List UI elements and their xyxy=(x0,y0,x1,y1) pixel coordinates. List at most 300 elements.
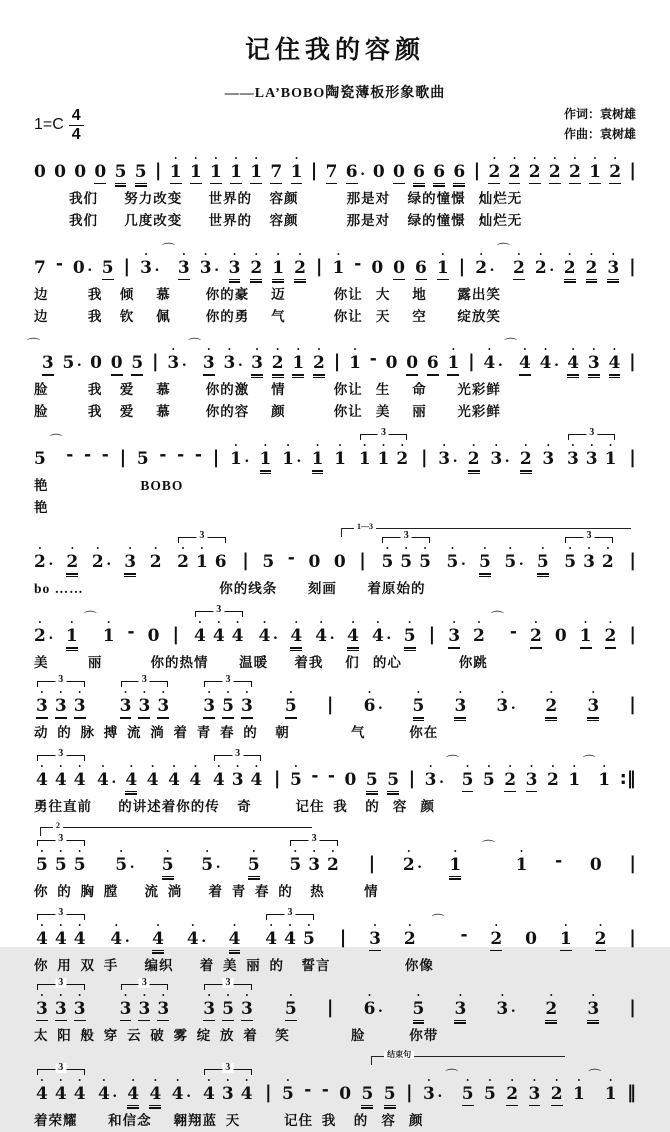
note-digit: 1 xyxy=(259,449,272,470)
note xyxy=(230,442,249,475)
note-digit: 1 xyxy=(229,449,242,470)
duration-dash: - xyxy=(55,253,63,274)
note-stack xyxy=(230,442,242,475)
note xyxy=(55,848,67,881)
beam-area xyxy=(433,181,445,188)
note xyxy=(36,689,48,722)
beam-area xyxy=(332,277,344,284)
augmentation-dot: . xyxy=(77,353,82,371)
note-stack xyxy=(413,992,425,1025)
note-digit: 3 xyxy=(157,998,170,1019)
note xyxy=(490,922,502,955)
note-digit: 5 xyxy=(131,353,144,374)
beam xyxy=(203,1020,215,1022)
beam-area xyxy=(248,874,260,881)
note-stack xyxy=(404,619,416,652)
triplet-label: 3 xyxy=(223,675,234,685)
octave-dot: • xyxy=(544,345,547,355)
beam-area xyxy=(473,645,485,652)
beam xyxy=(127,1105,139,1107)
note-digit: 2 xyxy=(66,552,79,573)
notes-row xyxy=(34,239,636,284)
note-stack xyxy=(364,689,376,722)
octave-dot: • xyxy=(500,990,504,1000)
beam-area xyxy=(73,277,85,284)
note xyxy=(177,545,189,578)
beam-area xyxy=(334,571,346,578)
beam xyxy=(564,281,576,283)
beam xyxy=(387,793,399,795)
note xyxy=(115,155,127,188)
duration-dash: - xyxy=(354,253,362,274)
triplet-group xyxy=(34,976,88,1025)
beam xyxy=(290,647,302,649)
beam xyxy=(607,279,619,281)
beam xyxy=(292,374,304,376)
triplet-label: 3 xyxy=(139,978,150,988)
note xyxy=(404,619,416,652)
octave-dot: • xyxy=(129,761,133,771)
beam-area xyxy=(36,874,48,881)
beam xyxy=(120,1020,132,1022)
note xyxy=(290,619,302,652)
beam xyxy=(361,1107,373,1109)
note xyxy=(120,689,132,722)
triplet-notes xyxy=(118,689,172,722)
octave-dot: • xyxy=(245,688,249,697)
beam-area xyxy=(404,645,416,652)
note xyxy=(36,848,48,881)
beam xyxy=(55,1020,67,1022)
note-stack xyxy=(403,848,415,881)
octave-dot: • xyxy=(591,688,595,697)
note xyxy=(150,545,162,578)
note-digit: 4 xyxy=(258,626,271,647)
note-stack xyxy=(334,545,346,578)
note xyxy=(454,689,466,722)
note xyxy=(241,689,253,722)
note-digit: 4 xyxy=(36,928,48,949)
note xyxy=(403,848,422,881)
beam-area xyxy=(373,181,385,188)
beam-area xyxy=(74,1103,86,1110)
note xyxy=(598,763,610,796)
note-stack xyxy=(149,1077,161,1110)
note-stack xyxy=(54,155,66,188)
beam xyxy=(369,950,381,952)
octave-dot: • xyxy=(207,688,211,697)
note xyxy=(285,992,297,1025)
note-digit: 3 xyxy=(119,696,132,716)
beam xyxy=(415,279,427,281)
beam xyxy=(290,650,302,652)
beam xyxy=(149,1107,161,1109)
note xyxy=(308,545,320,578)
octave-dot: • xyxy=(78,1075,82,1085)
augmentation-dot: . xyxy=(453,449,458,467)
beam xyxy=(250,279,262,281)
beam xyxy=(589,183,601,185)
beam xyxy=(250,281,262,283)
note-digit: 5 xyxy=(222,696,234,716)
octave-dot: • xyxy=(508,544,512,554)
beam xyxy=(404,647,416,649)
note-digit: 2 xyxy=(91,552,104,573)
note xyxy=(157,689,169,722)
beam-area xyxy=(590,874,602,881)
beam-area xyxy=(364,1018,376,1025)
beam-area xyxy=(542,468,554,475)
note-digit: 4 xyxy=(608,353,621,374)
duration-dash: - xyxy=(509,622,517,643)
note-digit: 3 xyxy=(490,449,503,470)
triplet-group xyxy=(118,976,172,1025)
duration-dash: - xyxy=(84,445,92,466)
note xyxy=(157,992,169,1025)
note-stack xyxy=(290,763,302,796)
barline: | xyxy=(154,159,162,181)
beam-area xyxy=(232,645,244,652)
triplet-notes xyxy=(287,848,341,881)
note-stack xyxy=(230,155,242,188)
slur-arc: ⌒ xyxy=(161,241,175,257)
note xyxy=(135,155,147,188)
triplet-bracket xyxy=(37,906,85,920)
note-stack xyxy=(529,1077,541,1110)
beam-area xyxy=(545,715,557,722)
note-digit: 7 xyxy=(34,257,46,278)
triplet-group xyxy=(201,976,255,1025)
beam xyxy=(433,183,445,185)
beam-area xyxy=(516,874,528,881)
note xyxy=(34,619,53,652)
note-stack xyxy=(569,155,581,188)
triplet-label: 3 xyxy=(55,749,66,759)
beam xyxy=(520,473,532,475)
note-digit: 4 xyxy=(146,769,159,790)
triplet-group xyxy=(565,427,619,475)
beam-area xyxy=(588,372,600,379)
note-stack xyxy=(203,1077,215,1110)
beam-area xyxy=(425,789,437,796)
note-stack xyxy=(454,689,466,722)
note-stack xyxy=(131,346,143,379)
note-digit: 3 xyxy=(36,998,48,1019)
beam xyxy=(504,791,516,793)
octave-dot: • xyxy=(40,1075,44,1085)
barline: | xyxy=(119,447,127,469)
note-digit: 0 xyxy=(406,353,419,374)
note xyxy=(588,346,600,379)
beam xyxy=(479,573,491,575)
lyric-line: 艳 BOBO xyxy=(34,478,184,494)
note-digit: 0 xyxy=(385,353,398,374)
beam-area xyxy=(609,181,621,188)
note xyxy=(339,1077,351,1110)
note xyxy=(371,251,383,284)
note-digit: 4 xyxy=(73,1083,86,1104)
note-digit: 1 xyxy=(290,161,303,182)
beam xyxy=(530,647,542,649)
octave-dot: • xyxy=(312,846,316,856)
beam-area xyxy=(127,1103,139,1110)
beam-area xyxy=(549,181,561,188)
note-stack xyxy=(272,346,284,379)
note-stack xyxy=(187,922,199,955)
beam-area xyxy=(66,571,78,578)
note-stack xyxy=(97,763,109,796)
augmentation-dot: . xyxy=(554,353,559,371)
octave-dot: • xyxy=(107,618,111,628)
note xyxy=(425,763,444,796)
barline: | xyxy=(368,852,376,874)
triplet-label: 3 xyxy=(55,1063,66,1073)
octave-dot: • xyxy=(288,920,292,930)
note xyxy=(203,992,215,1025)
beam-area xyxy=(138,1018,150,1025)
note-digit: 2 xyxy=(601,552,614,573)
slur-arc: ⌒ xyxy=(188,337,202,353)
lyric-line: 边 我 钦 佩 你的勇 气 你让 天 空 绽放笑 xyxy=(34,308,501,324)
note-digit: 2 xyxy=(519,449,532,470)
note xyxy=(251,346,263,379)
beam-area xyxy=(347,645,359,652)
triplet-label: 3 xyxy=(55,978,66,988)
triplet-group xyxy=(357,427,411,475)
note xyxy=(260,442,272,475)
beam xyxy=(292,377,304,379)
note xyxy=(364,689,383,722)
beam-area xyxy=(110,948,122,955)
note-stack xyxy=(567,442,579,475)
note-stack xyxy=(262,545,274,578)
notes-row xyxy=(34,832,636,881)
note xyxy=(138,992,150,1025)
note xyxy=(92,545,111,578)
octave-dot: • xyxy=(611,249,615,259)
beam xyxy=(488,183,500,185)
beam-area xyxy=(605,1103,617,1110)
beam xyxy=(127,1107,139,1109)
note xyxy=(479,545,491,578)
note-digit: 3 xyxy=(587,998,600,1019)
note-stack xyxy=(36,689,48,722)
note xyxy=(120,992,132,1025)
note xyxy=(291,155,303,188)
beam xyxy=(413,717,425,719)
triplet-notes xyxy=(34,848,88,881)
note-stack xyxy=(74,848,86,881)
beam-area xyxy=(210,181,222,188)
lyricist-credit: 作词：袁树雄 xyxy=(563,107,636,121)
beam xyxy=(607,281,619,283)
octave-dot: • xyxy=(294,618,298,628)
note xyxy=(347,619,359,652)
beam-area xyxy=(213,789,225,796)
octave-dot: • xyxy=(286,1075,290,1085)
note xyxy=(437,251,449,284)
note-stack xyxy=(127,1077,139,1110)
beam-area xyxy=(564,277,576,284)
octave-dot: • xyxy=(336,249,340,259)
note-digit: 6 xyxy=(214,552,227,573)
slur-arc: ⌒ xyxy=(481,838,495,854)
note-digit: 0 xyxy=(94,161,107,182)
note xyxy=(393,155,405,188)
note-digit: 0 xyxy=(308,552,321,573)
octave-dot: • xyxy=(207,1075,211,1085)
note-digit: 5 xyxy=(419,552,431,573)
beam-area xyxy=(547,789,559,796)
octave-dot: • xyxy=(263,618,266,628)
note-digit: 5 xyxy=(461,769,474,790)
octave-dot: • xyxy=(38,618,42,628)
note-stack xyxy=(484,346,496,379)
triplet-label: 3 xyxy=(232,749,243,759)
beam xyxy=(366,793,378,795)
note xyxy=(213,763,225,796)
octave-dot: • xyxy=(96,544,100,554)
notes-row xyxy=(34,674,636,722)
note-digit: 3 xyxy=(585,449,598,470)
note xyxy=(272,346,284,379)
note xyxy=(292,346,304,379)
triplet-bracket xyxy=(121,674,169,687)
note-digit: 3 xyxy=(240,696,253,716)
note xyxy=(400,545,412,578)
octave-dot: • xyxy=(255,345,259,355)
augmentation-dot: . xyxy=(330,626,335,644)
beam-area xyxy=(167,372,179,379)
octave-dot: • xyxy=(494,920,498,930)
note-digit: 4 xyxy=(539,353,552,374)
note xyxy=(488,155,500,188)
beam-area xyxy=(157,715,169,722)
beam-area xyxy=(55,874,67,881)
slur-arc: ⌒ xyxy=(490,610,504,626)
octave-dot: • xyxy=(171,345,175,355)
note-stack xyxy=(586,251,598,284)
octave-dot: • xyxy=(59,761,63,771)
note xyxy=(519,346,531,379)
beam xyxy=(545,720,557,722)
note xyxy=(462,763,474,796)
note-stack xyxy=(393,251,405,284)
note-stack xyxy=(490,442,502,475)
note-stack xyxy=(609,346,621,379)
beam xyxy=(393,183,405,185)
beam xyxy=(569,183,581,185)
beam xyxy=(479,576,491,578)
octave-dot: • xyxy=(609,441,612,451)
note-digit: 2 xyxy=(403,928,416,949)
note-digit: 3 xyxy=(124,552,137,573)
note-stack xyxy=(137,442,149,475)
beam xyxy=(270,183,282,185)
note-stack xyxy=(364,992,376,1025)
beam xyxy=(222,1020,234,1022)
triplet-notes xyxy=(379,545,433,578)
volta-bracket xyxy=(371,1049,565,1065)
note-stack xyxy=(504,545,516,578)
octave-dot: • xyxy=(591,990,595,1000)
note-digit: 2 xyxy=(609,161,622,182)
note-stack xyxy=(423,1077,435,1110)
note xyxy=(605,1077,617,1110)
note-stack xyxy=(537,545,549,578)
octave-dot: • xyxy=(143,688,146,697)
duration-dash: - xyxy=(159,445,167,466)
beam-area xyxy=(74,789,86,796)
note-stack xyxy=(250,155,262,188)
octave-dot: • xyxy=(423,544,427,554)
beam-area xyxy=(345,789,357,796)
note-digit: 0 xyxy=(554,626,567,647)
octave-dot: • xyxy=(539,249,543,259)
note-stack xyxy=(36,992,48,1025)
note-stack xyxy=(386,346,398,379)
beam xyxy=(453,185,465,187)
octave-dot: • xyxy=(385,544,389,554)
triplet-bracket xyxy=(204,976,252,990)
octave-dot: • xyxy=(245,990,249,1000)
note xyxy=(372,619,391,652)
barline: | xyxy=(326,694,334,715)
note-digit: 4 xyxy=(483,353,496,374)
barline: | xyxy=(629,624,636,646)
note xyxy=(560,922,572,955)
octave-dot: • xyxy=(500,688,504,697)
note-digit: 3 xyxy=(587,696,600,716)
note-stack xyxy=(34,442,46,475)
octave-dot: • xyxy=(546,441,550,451)
note-digit: 3 xyxy=(167,353,180,374)
note xyxy=(345,763,357,796)
note xyxy=(270,155,282,188)
beam-area xyxy=(203,372,215,379)
octave-dot: • xyxy=(564,920,568,930)
octave-dot: • xyxy=(234,153,238,163)
note-digit: 0 xyxy=(525,928,537,949)
note-digit: 4 xyxy=(186,928,199,949)
time-denominator: 4 xyxy=(71,125,81,143)
beam xyxy=(74,1020,86,1022)
beam xyxy=(138,717,150,719)
note xyxy=(413,992,425,1025)
note-stack xyxy=(201,848,213,881)
note-stack xyxy=(223,346,235,379)
beam xyxy=(135,185,147,187)
note xyxy=(284,922,296,955)
beam-area xyxy=(484,372,496,379)
note-digit: 1 xyxy=(604,449,617,470)
note-digit: 1 xyxy=(579,626,592,647)
beam xyxy=(462,791,474,793)
note-stack xyxy=(393,155,405,188)
note-stack xyxy=(157,992,169,1025)
note-digit: 3 xyxy=(36,696,48,716)
lyric-line: 动 的 脉 搏 流 淌 着 青 春 的 朝 气 你在 xyxy=(34,725,439,740)
note xyxy=(66,545,78,578)
note-digit: 1 xyxy=(598,769,611,790)
lyric-line: 你 用 双 手 编织 着 美 丽 的 誓言 你像 xyxy=(34,957,434,973)
note xyxy=(308,848,320,881)
beam-area xyxy=(372,645,384,652)
beam xyxy=(55,717,67,719)
triplet-notes xyxy=(34,922,88,955)
beam xyxy=(447,374,459,376)
note-digit: 3 xyxy=(138,696,151,716)
